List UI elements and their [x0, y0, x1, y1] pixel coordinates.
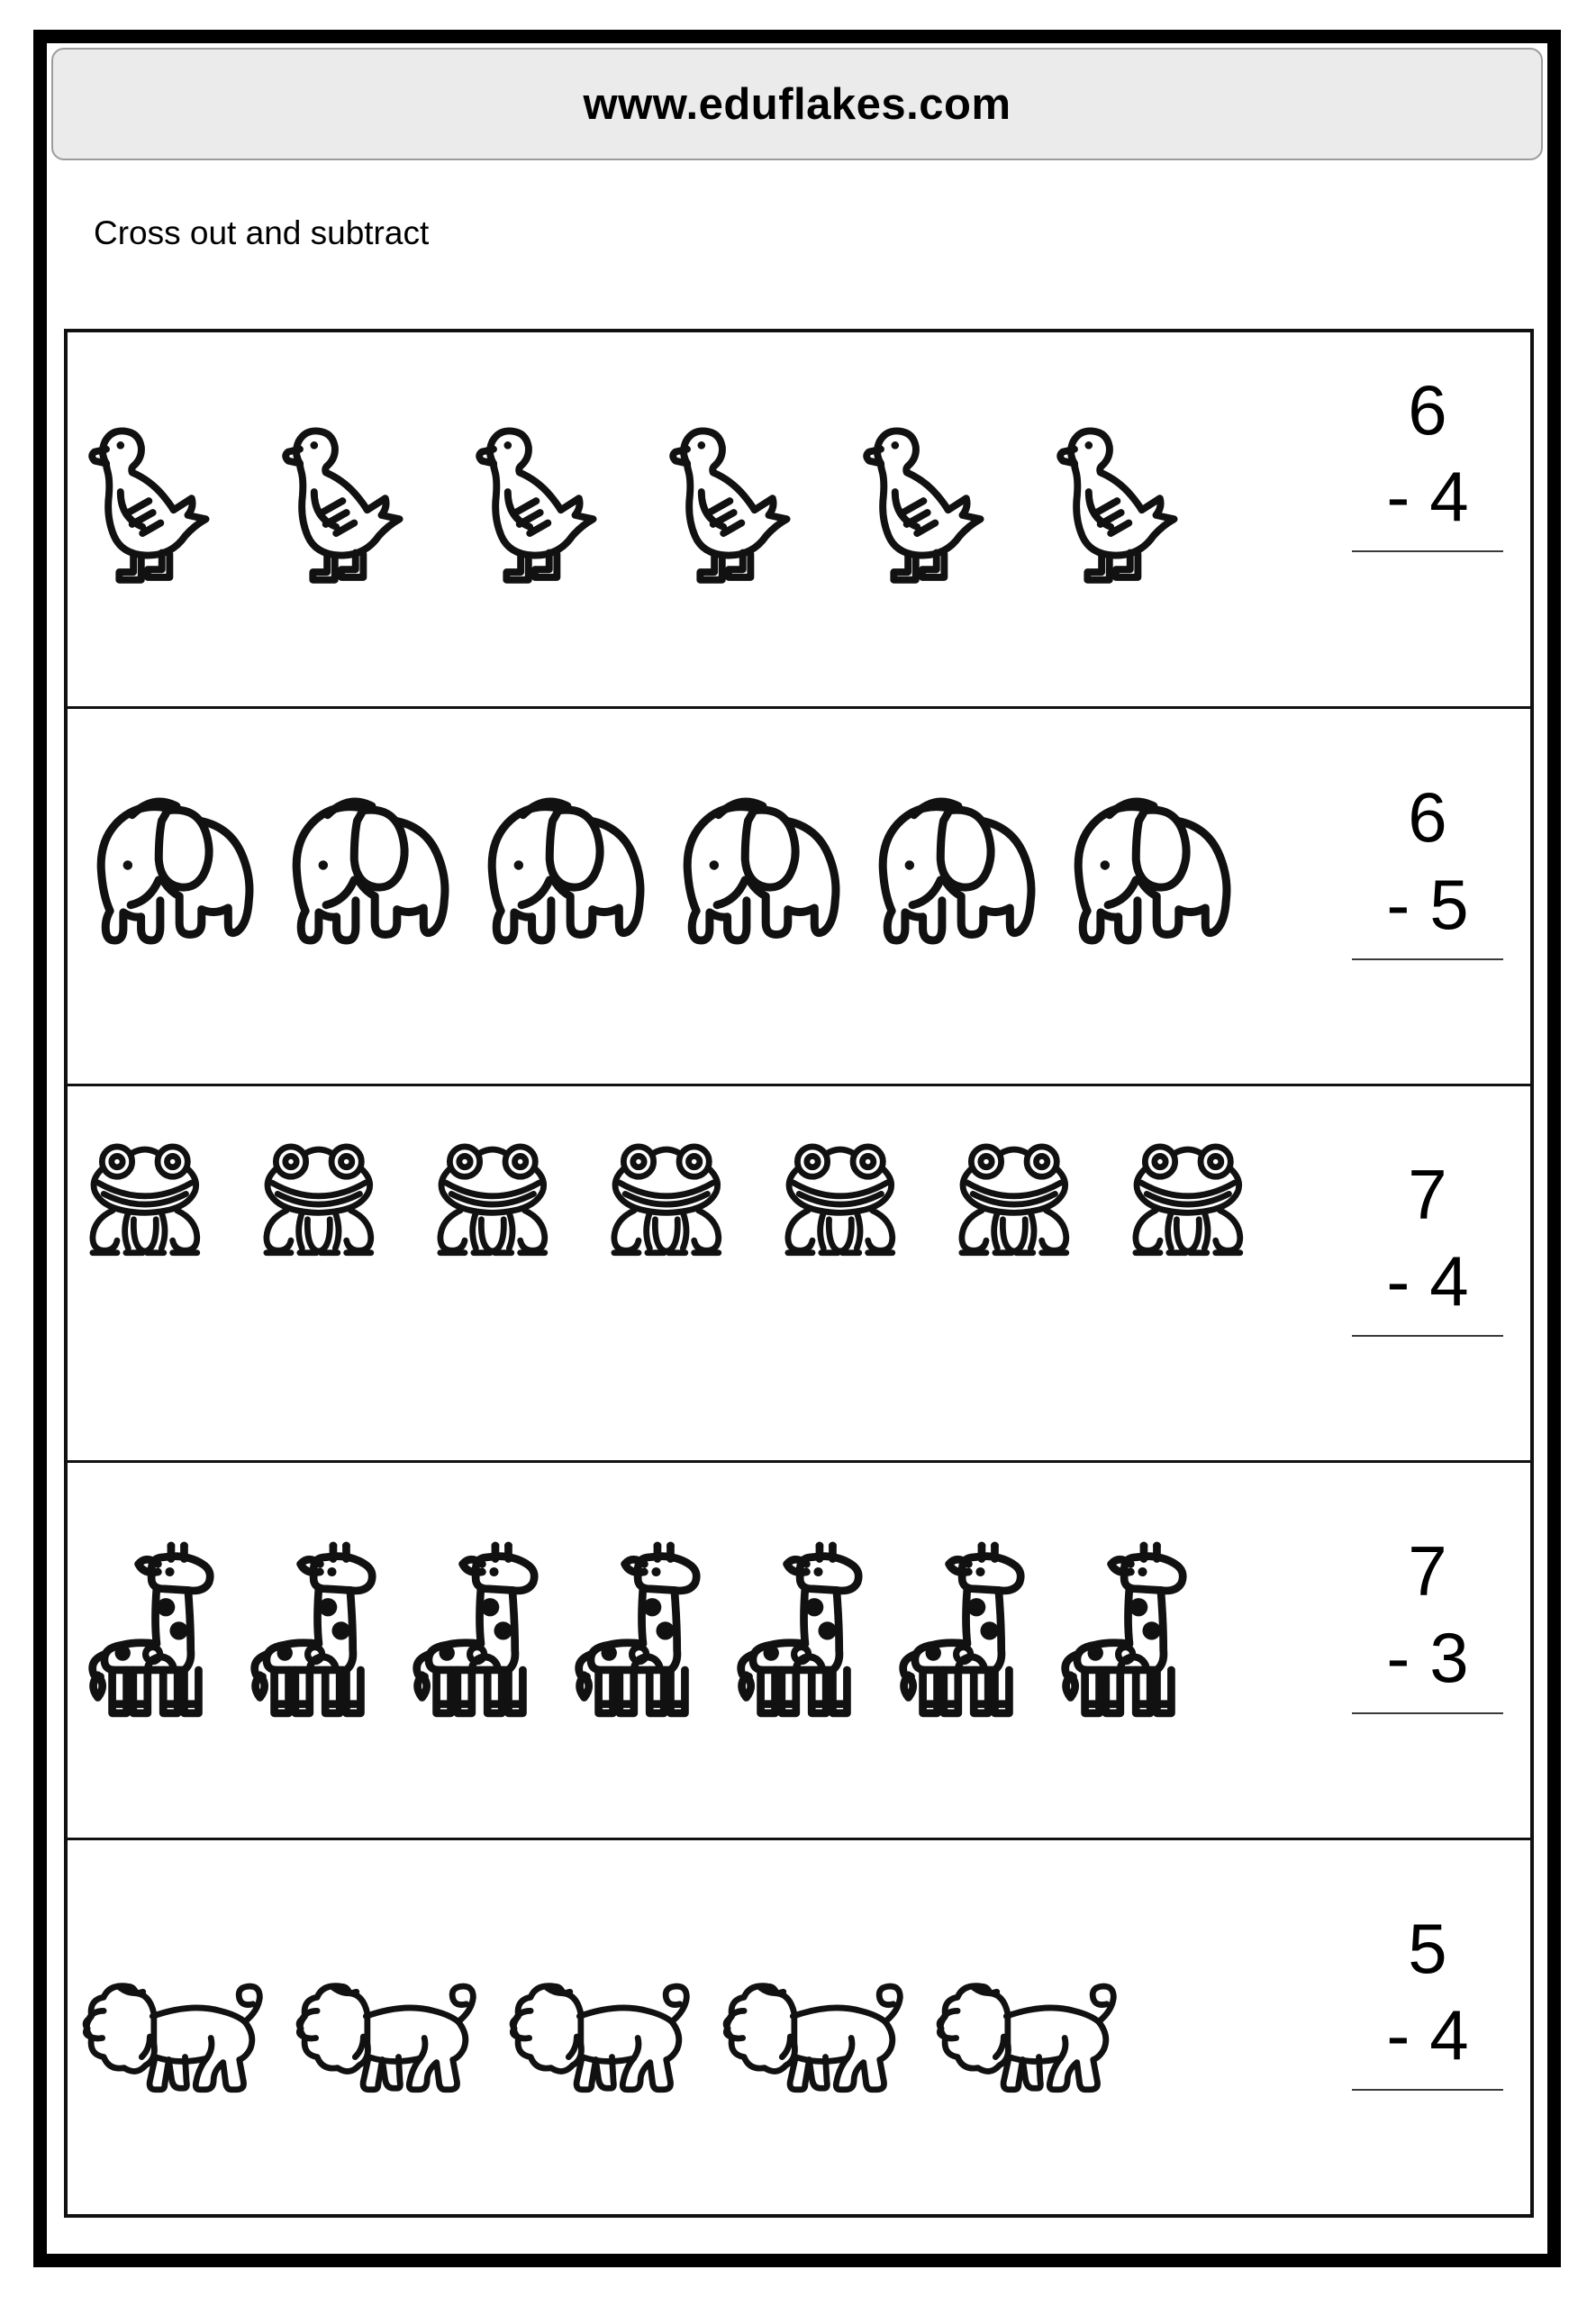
minuend: 5: [1408, 1908, 1447, 1988]
minuend: 6: [1408, 370, 1447, 449]
animal-strip: [68, 1463, 1310, 1837]
frog-icon[interactable]: [258, 1133, 391, 1270]
lion-icon[interactable]: [509, 1975, 712, 2114]
header-box: [51, 48, 1543, 160]
answer-line[interactable]: [1352, 2089, 1503, 2091]
animal-strip: [68, 709, 1310, 1083]
duck-icon[interactable]: [1054, 415, 1196, 592]
site-title: www.eduflakes.com: [583, 79, 1011, 129]
giraffe-icon[interactable]: [249, 1530, 400, 1739]
lion-icon[interactable]: [295, 1975, 499, 2114]
frog-icon[interactable]: [953, 1133, 1086, 1270]
answer-line[interactable]: [1352, 550, 1503, 552]
lion-icon[interactable]: [722, 1975, 926, 2114]
frog-icon[interactable]: [84, 1133, 217, 1270]
answer-line[interactable]: [1352, 1335, 1503, 1337]
animal-strip: [68, 1086, 1310, 1460]
frog-icon[interactable]: [779, 1133, 912, 1270]
subtraction-problem: [1310, 1463, 1530, 1837]
worksheet-row-elephants: [68, 709, 1530, 1085]
giraffe-icon[interactable]: [87, 1530, 238, 1739]
duck-icon[interactable]: [667, 415, 809, 592]
subtrahend: 4: [1429, 457, 1469, 537]
subtrahend: 5: [1429, 864, 1469, 944]
frog-icon[interactable]: [1127, 1133, 1260, 1270]
giraffe-icon[interactable]: [898, 1530, 1048, 1739]
minuend: 6: [1408, 777, 1447, 858]
answer-line[interactable]: [1352, 1712, 1503, 1714]
minuend: 7: [1408, 1531, 1447, 1611]
operator: -: [1386, 1618, 1410, 1698]
operator: -: [1386, 457, 1410, 537]
subtrahend: 4: [1429, 1994, 1469, 2074]
giraffe-icon[interactable]: [574, 1530, 724, 1739]
giraffe-icon[interactable]: [1060, 1530, 1211, 1739]
elephant-icon[interactable]: [1059, 783, 1239, 959]
elephant-icon[interactable]: [82, 783, 262, 959]
subtraction-problem: [1310, 332, 1530, 706]
page-frame: [33, 30, 1561, 2267]
subtraction-problem: [1310, 1086, 1530, 1460]
giraffe-icon[interactable]: [412, 1530, 562, 1739]
lion-icon[interactable]: [82, 1975, 286, 2114]
instruction-text: Cross out and subtract: [94, 214, 430, 251]
operator: -: [1386, 864, 1410, 944]
subtraction-problem: [1310, 709, 1530, 1083]
subtraction-problem: [1310, 1840, 1530, 2214]
worksheet-row-frogs: [68, 1086, 1530, 1463]
worksheet-table: [64, 329, 1534, 2218]
operator: -: [1386, 1994, 1410, 2074]
lion-icon[interactable]: [936, 1975, 1139, 2114]
worksheet-row-ducks: [68, 332, 1530, 709]
duck-icon[interactable]: [473, 415, 615, 592]
worksheet-row-giraffes: [68, 1463, 1530, 1839]
elephant-icon[interactable]: [668, 783, 848, 959]
animal-strip: [68, 1840, 1310, 2214]
subtrahend: 4: [1429, 1241, 1469, 1321]
duck-icon[interactable]: [279, 415, 422, 592]
giraffe-icon[interactable]: [736, 1530, 886, 1739]
operator: -: [1386, 1241, 1410, 1321]
worksheet-row-lions: [68, 1840, 1530, 2214]
duck-icon[interactable]: [860, 415, 1002, 592]
animal-strip: [68, 332, 1310, 706]
frog-icon[interactable]: [605, 1133, 739, 1270]
frog-icon[interactable]: [431, 1133, 565, 1270]
elephant-icon[interactable]: [473, 783, 653, 959]
answer-line[interactable]: [1352, 958, 1503, 960]
elephant-icon[interactable]: [864, 783, 1044, 959]
elephant-icon[interactable]: [277, 783, 458, 959]
subtrahend: 3: [1429, 1618, 1469, 1698]
duck-icon[interactable]: [86, 415, 228, 592]
minuend: 7: [1408, 1154, 1447, 1234]
